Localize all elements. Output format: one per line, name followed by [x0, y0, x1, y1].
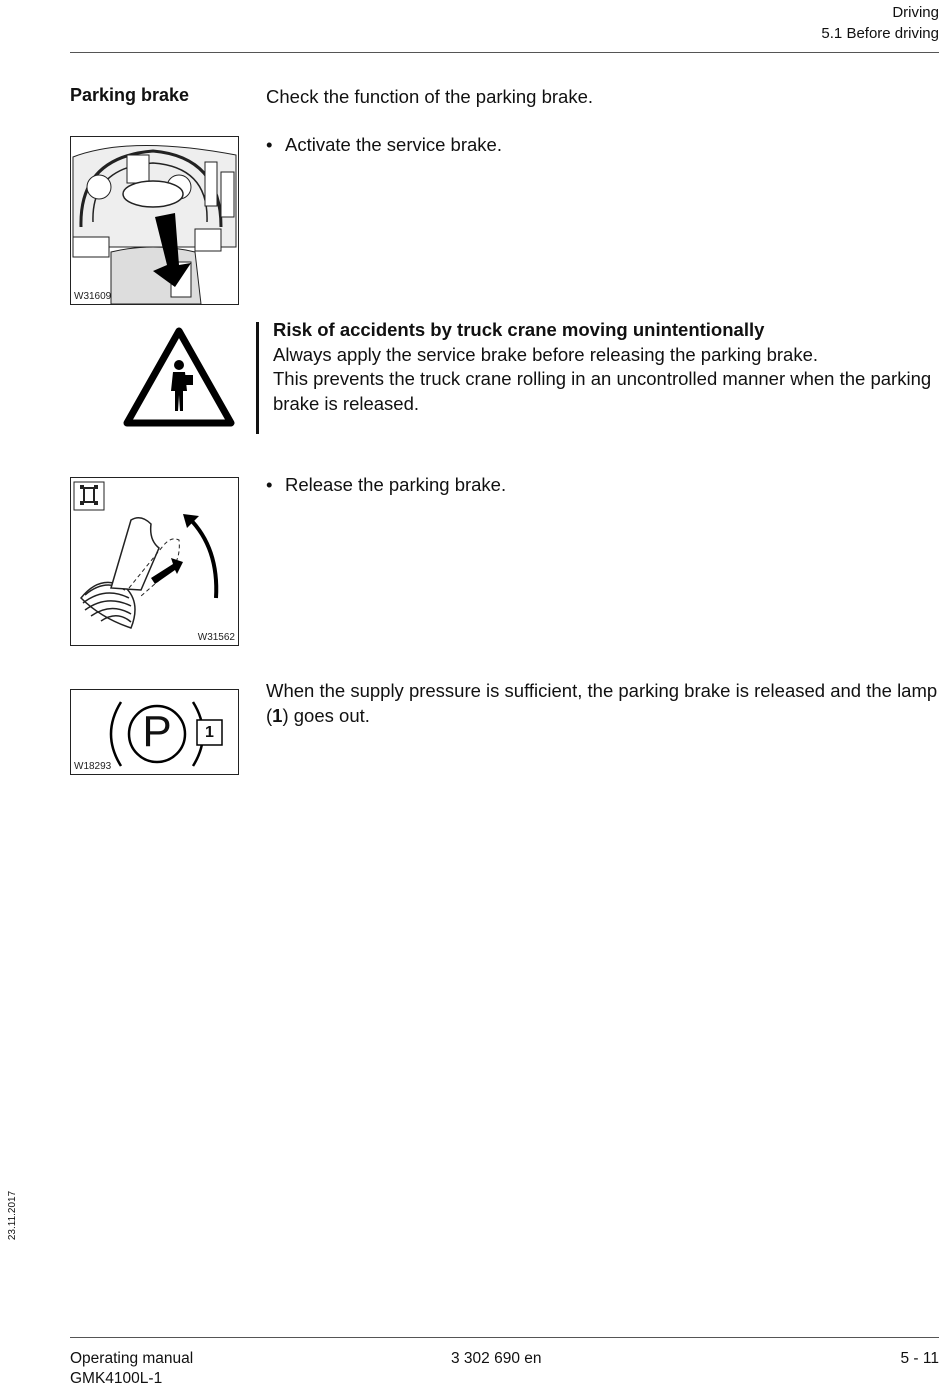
warning-line-1: Always apply the service brake before releasing the parking brake. — [273, 343, 819, 365]
step-1-text: Activate the service brake. — [285, 134, 502, 155]
side-date-text: 23.11.2017 — [7, 1190, 19, 1241]
figure-id-dashboard: W31609 — [74, 291, 112, 302]
warning-triangle-icon — [123, 327, 235, 427]
parking-lever-figure — [70, 477, 239, 646]
result-text-before: When the supply pressure is sufficient, the parking brake is released and the lamp ( — [266, 680, 938, 726]
bullet-icon: • — [266, 134, 273, 155]
warning-block — [273, 318, 938, 416]
footer-rule — [70, 1337, 939, 1338]
footer-doc-line-2: GMK4100L-1 — [70, 1370, 163, 1387]
result-text-after: ) goes out. — [282, 705, 370, 726]
side-date — [0, 1190, 30, 1250]
intro-text: Check the function of the parking brake. — [266, 86, 594, 107]
lamp-reference: 1 — [272, 705, 283, 726]
footer-doc-number: 3 302 690 en — [451, 1350, 542, 1367]
warning-line-2: This prevents the truck crane rolling in an uncontrolled manner when the parking brake is released. — [273, 368, 932, 414]
header-section: 5.1 Before driving — [821, 25, 939, 42]
lamp-figure — [70, 689, 239, 775]
step-2-text: Release the parking brake. — [285, 474, 507, 495]
figure-id-lamp: W18293 — [74, 761, 112, 772]
footer-page-number: 5 - 11 — [900, 1350, 939, 1367]
running-header — [821, 2, 939, 44]
dashboard-figure — [70, 136, 239, 305]
step-1 — [266, 132, 502, 157]
bullet-icon: • — [266, 474, 273, 495]
footer-doc — [70, 1349, 193, 1389]
header-chapter: Driving — [892, 4, 939, 21]
warning-bar — [256, 322, 259, 434]
warning-title: Risk of accidents by truck crane moving unintentionally — [273, 319, 765, 340]
lamp-letter: P — [142, 707, 172, 756]
result-text — [266, 678, 938, 728]
footer-doc-line-1: Operating manual — [70, 1350, 194, 1367]
dashboard-illustration — [71, 137, 238, 304]
lever-illustration — [71, 478, 238, 645]
step-2 — [266, 472, 506, 497]
lamp-label: 1 — [205, 724, 214, 741]
figure-id-lever: W31562 — [197, 632, 235, 643]
header-rule — [70, 52, 939, 53]
section-title: Parking brake — [70, 85, 190, 105]
